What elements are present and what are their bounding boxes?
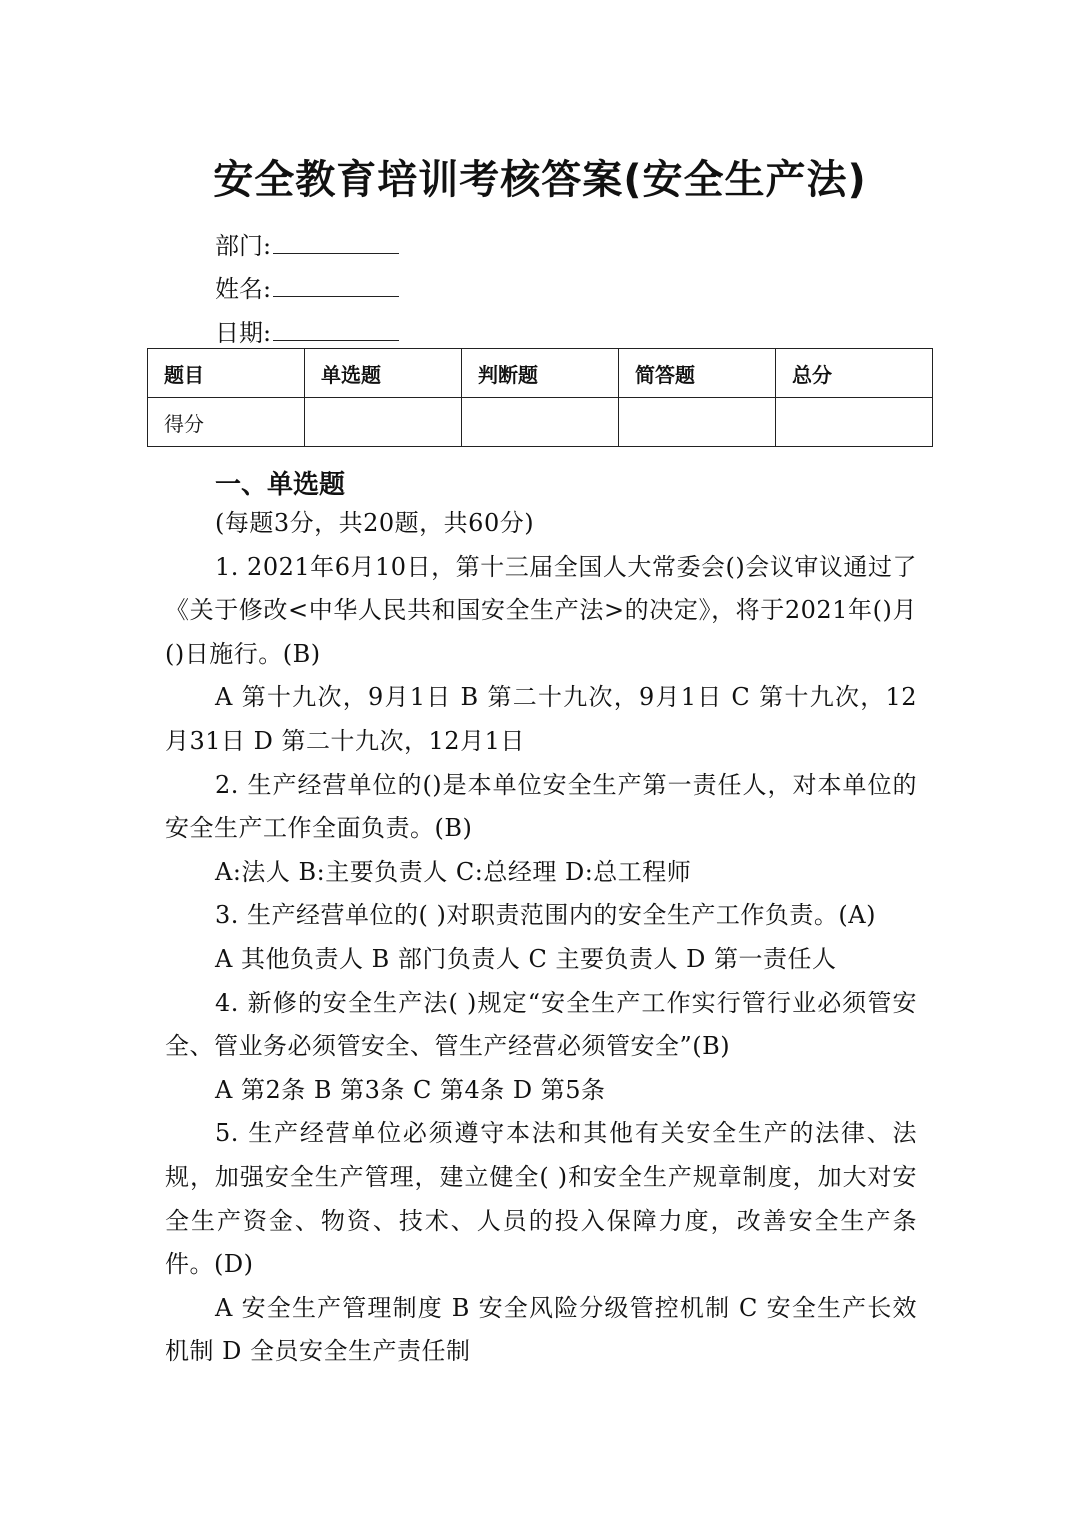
question-2: 2. 生产经营单位的()是本单位安全生产第一责任人，对本单位的安全生产工作全面负责。(B) bbox=[165, 770, 917, 843]
date-field bbox=[215, 313, 399, 348]
header-cell-short-answer: 简答题 bbox=[619, 349, 776, 398]
question-1-options: A 第十九次，9月1日 B 第二十九次，9月1日 C 第十九次，12月31日 D 第二十九次，12月1日 bbox=[165, 683, 917, 755]
question-3: 3. 生产经营单位的( )对职责范围内的安全生产工作负责。(A) bbox=[215, 901, 876, 930]
section-heading-single-choice: 一、单选题 bbox=[215, 470, 346, 500]
question-4-options: A 第2条 B 第3条 C 第4条 D 第5条 bbox=[215, 1075, 606, 1104]
question-2-options: A:法人 B:主要负责人 C:总经理 D:总工程师 bbox=[215, 857, 692, 886]
question-5-options: A 安全生产管理制度 B 安全风险分级管控机制 C 安全生产长效机制 D 全员安全生产责任制 bbox=[165, 1293, 917, 1366]
header-cell-item: 题目 bbox=[148, 349, 305, 398]
score-table bbox=[147, 348, 933, 447]
scoring-note: (每题3分，共20题，共60分) bbox=[215, 509, 535, 537]
score-cell-single-choice bbox=[305, 398, 462, 447]
question-5: 5. 生产经营单位必须遵守本法和其他有关安全生产的法律、法规，加强安全生产管理，建立健全( )和安全生产规章制度，加大对安全生产资金、物资、技术、人员的投入保障力度，改善安全生产条件。(D) bbox=[165, 1119, 917, 1279]
score-table-header-row bbox=[148, 349, 933, 398]
name-field bbox=[215, 269, 399, 304]
document-title: 安全教育培训考核答案(安全生产法) bbox=[213, 157, 867, 203]
score-cell-true-false bbox=[462, 398, 619, 447]
date-label: 日期: bbox=[215, 319, 272, 347]
question-3-options: A 其他负责人 B 部门负责人 C 主要负责人 D 第一责任人 bbox=[215, 944, 837, 973]
department-field bbox=[215, 226, 399, 261]
name-label: 姓名: bbox=[215, 275, 272, 303]
header-cell-true-false: 判断题 bbox=[462, 349, 619, 398]
header-cell-total: 总分 bbox=[776, 349, 933, 398]
header-cell-single-choice: 单选题 bbox=[305, 349, 462, 398]
department-label: 部门: bbox=[215, 232, 272, 260]
question-4: 4. 新修的安全生产法( )规定“安全生产工作实行管行业必须管安全、管业务必须管安全、管生产经营必须管安全”(B) bbox=[165, 988, 917, 1061]
score-cell-total bbox=[776, 398, 933, 447]
question-1: 1. 2021年6月10日，第十三届全国人大常委会()会议审议通过了《关于修改<中华人民共和国安全生产法>的决定》，将于2021年()月()日施行。(B) bbox=[165, 552, 917, 668]
question-body bbox=[165, 502, 917, 1374]
score-cell-short-answer bbox=[619, 398, 776, 447]
row-label-score: 得分 bbox=[148, 398, 305, 447]
name-blank-line bbox=[273, 274, 399, 297]
score-table-score-row bbox=[148, 398, 933, 447]
department-blank-line bbox=[273, 231, 399, 254]
date-blank-line bbox=[273, 318, 399, 341]
